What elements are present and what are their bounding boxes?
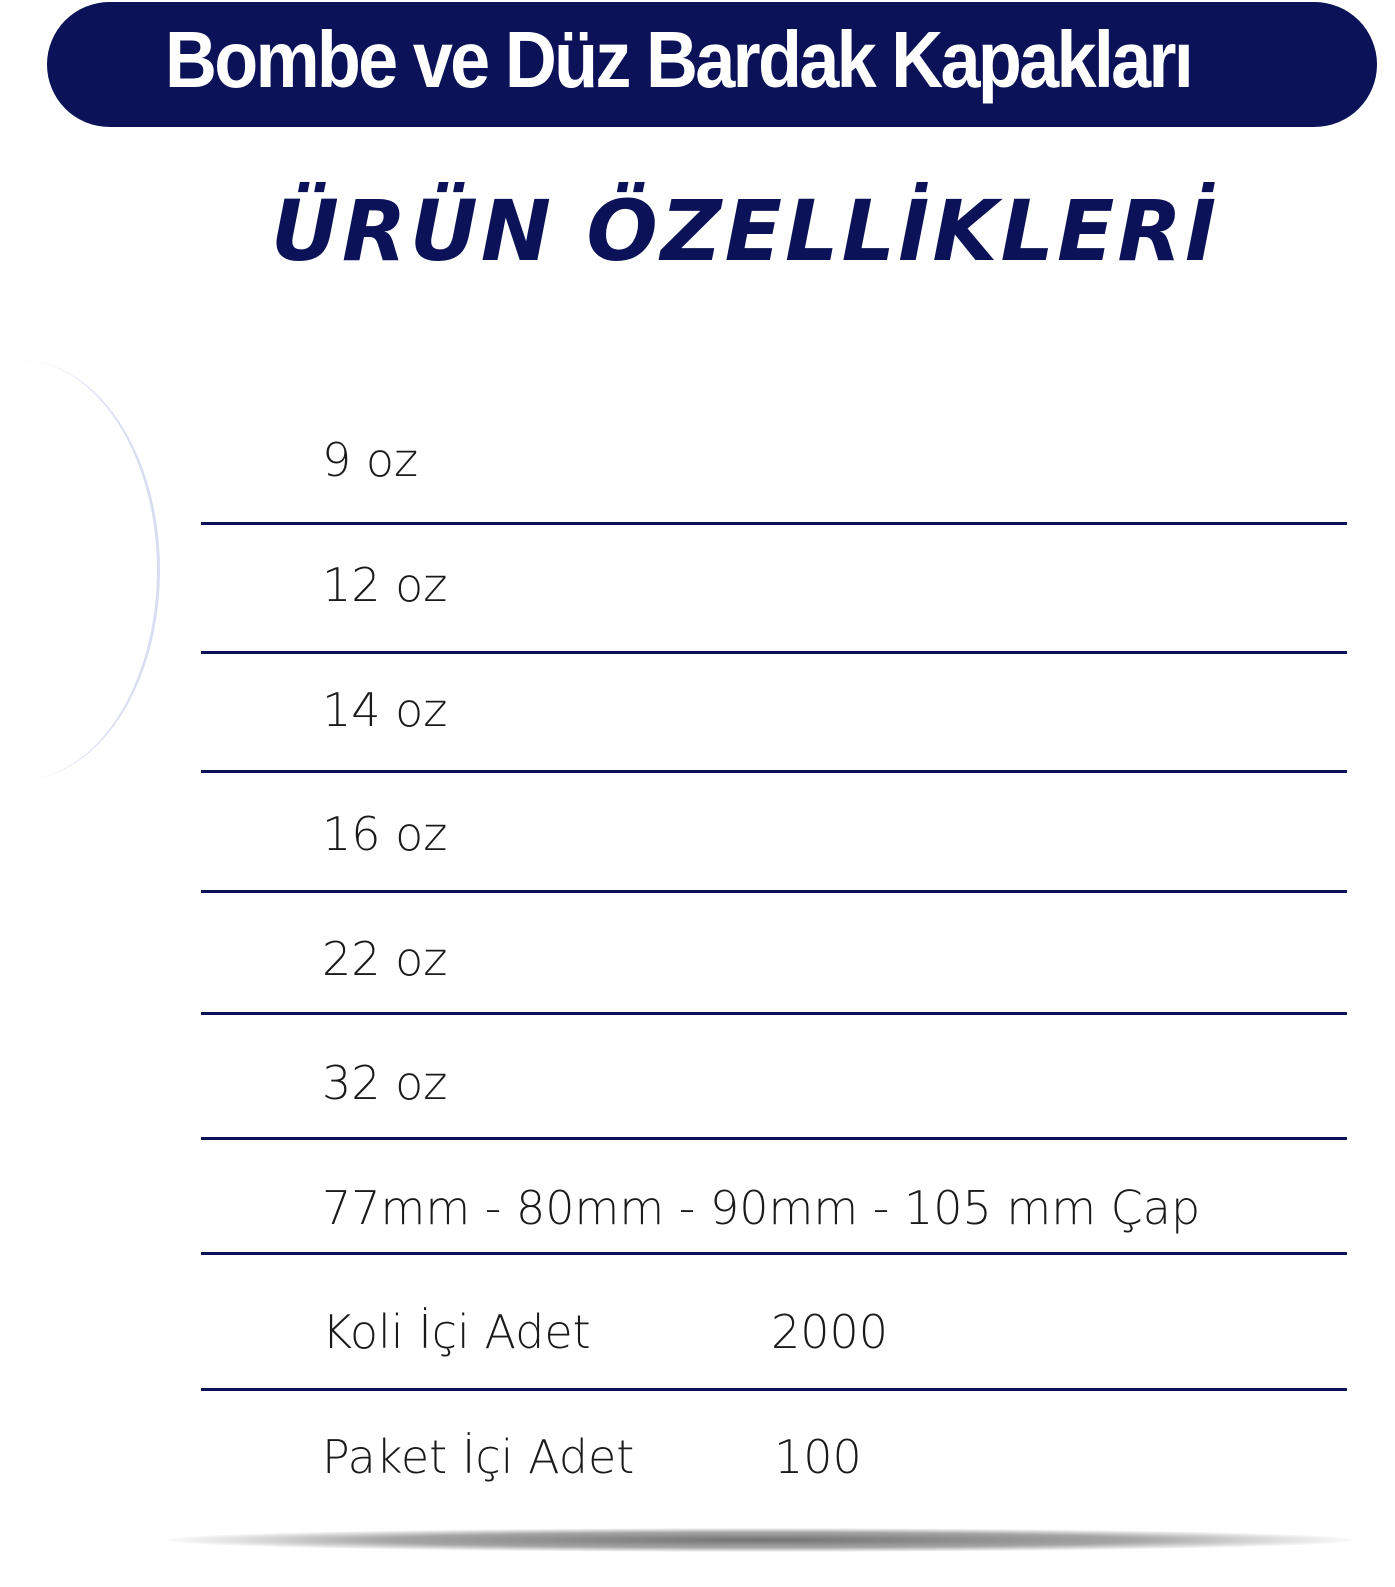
- decorative-arc: [0, 360, 160, 780]
- spec-size-32oz: 32 oz: [322, 1056, 448, 1110]
- spec-size-9oz: 9 oz: [322, 433, 419, 487]
- divider: [201, 1137, 1347, 1140]
- spec-pack-quantity-value: 100: [774, 1430, 862, 1484]
- divider: [201, 651, 1347, 654]
- divider: [201, 522, 1347, 525]
- spec-pack-quantity-label: Paket İçi Adet: [322, 1430, 635, 1484]
- divider: [201, 1252, 1347, 1255]
- spec-size-12oz: 12 oz: [322, 558, 448, 612]
- spec-size-14oz: 14 oz: [322, 683, 448, 737]
- spec-size-22oz: 22 oz: [322, 932, 448, 986]
- divider: [201, 1012, 1347, 1015]
- section-title: ÜRÜN ÖZELLİKLERİ: [270, 182, 1220, 280]
- divider: [201, 890, 1347, 893]
- spec-size-16oz: 16 oz: [322, 807, 448, 861]
- bottom-shadow: [165, 1528, 1355, 1552]
- spec-box-quantity-label: Koli İçi Adet: [322, 1305, 591, 1359]
- spec-box-quantity-value: 2000: [771, 1305, 889, 1359]
- page-title: Bombe ve Düz Bardak Kapakları: [165, 15, 1192, 104]
- divider: [201, 770, 1347, 773]
- spec-diameter: 77mm - 80mm - 90mm - 105 mm Çap: [322, 1181, 1201, 1235]
- divider: [201, 1388, 1347, 1391]
